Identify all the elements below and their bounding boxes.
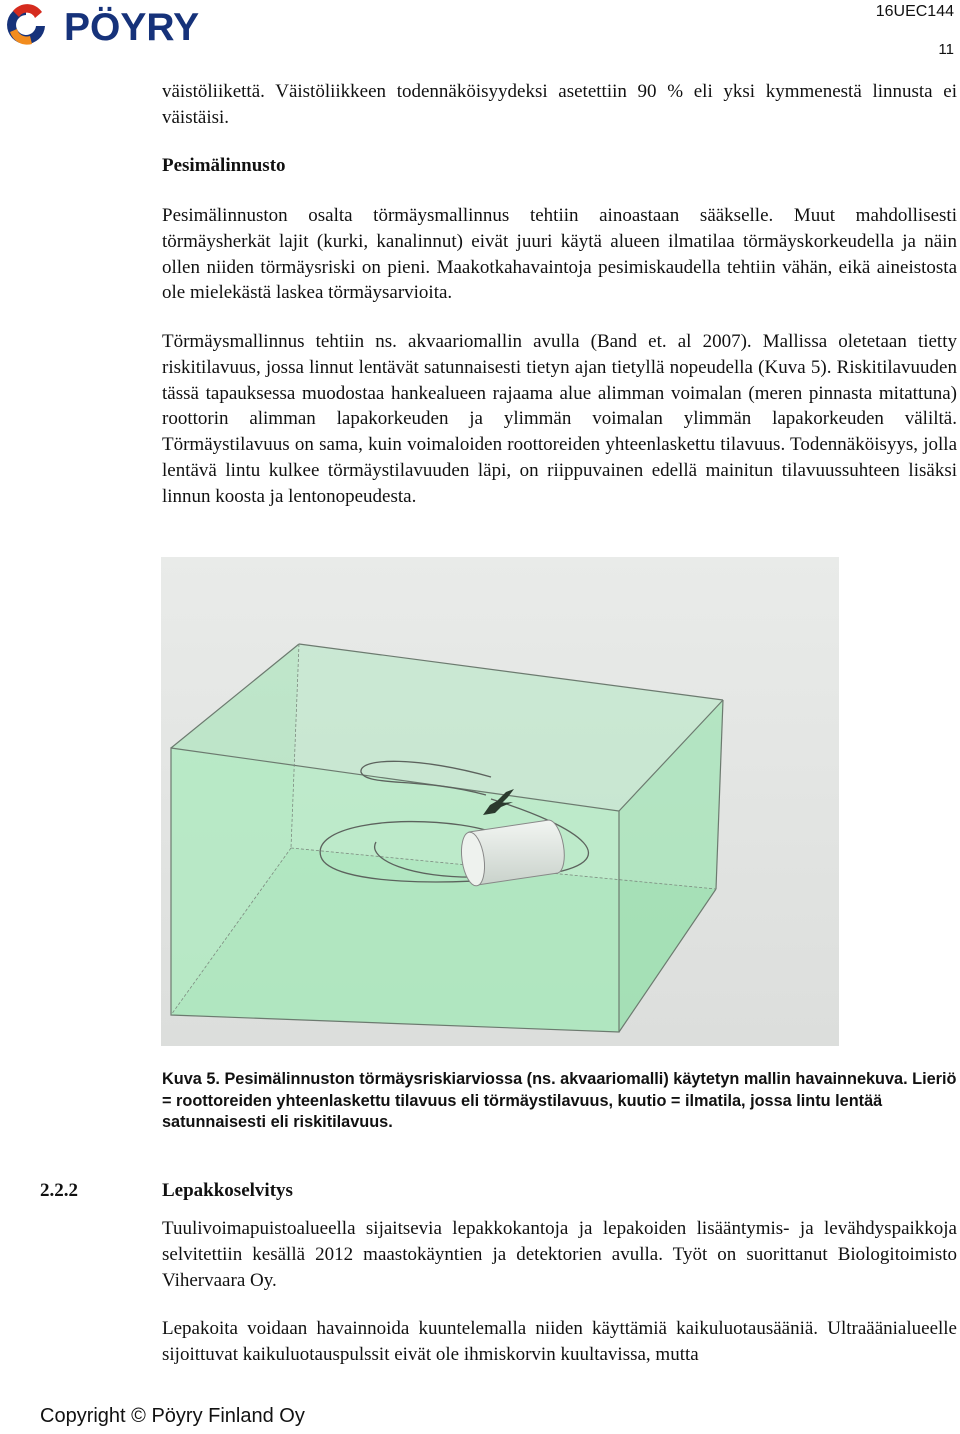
aquarium-model-figure <box>161 557 839 1046</box>
paragraph-lepakko-2: Lepakoita voidaan havainnoida kuuntelemalla niiden käyttämiä kaikuluotausääniä. Ultraäänialueelle sijoittuvat kaikuluotauspulssit eivät ole ihmiskorvin kuultavissa, mutta <box>162 1318 957 1365</box>
poyry-swirl-icon <box>7 4 45 45</box>
paragraph-intro: väistöliikettä. Väistöliikkeen todennäköisyydeksi asetettiin 90 % eli yksi kymmenestä linnusta ei väistäisi. <box>162 81 957 128</box>
section-number: 2.2.2 <box>40 1180 78 1201</box>
paragraph-tormaysmallinnus: Törmäysmallinnus tehtiin ns. akvaariomallin avulla (Band et. al 2007). Mallissa oletetaan tietty riskitilavuus, jossa linnut lentävät satunnaisesti tietyn ajan tietyllä nopeudella (Kuva 5). Riskitilavuuden tässä tapauksessa muodostaa hankealueen rajaama alue alimman voimalan (meren pinnasta mitattuna) roottorin alimman lapakorkeuden ja ylimmän voimalan ylimmän lapakorkeuden väliltä. Törmäystilavuus on sama, kuin voimaloiden roottoreiden yhteenlaskettu tilavuus. Todennäköisyys, jolla lentävä lintu kulkee törmäystilavuuden läpi, on riippuvainen edellä mainitun tilavuussuhteen lisäksi linnun koosta ja lentonopeudesta. <box>162 331 957 507</box>
logo-wordmark: PÖYRY <box>64 6 200 48</box>
heading-pesimalinnusto: Pesimälinnusto <box>162 155 286 176</box>
section-title: Lepakkoselvitys <box>162 1180 293 1201</box>
paragraph-lepakko-1: Tuulivoimapuistoalueella sijaitsevia lepakkokantoja ja lepakoiden lisääntymis- ja levähdyspaikkoja selvitettiin kesällä 2012 maastokäyntien ja detektorien avulla. Työt on suorittanut Biologitoimisto Vihervaara Oy. <box>162 1218 957 1291</box>
copyright-footer: Copyright © Pöyry Finland Oy <box>40 1405 305 1427</box>
page-number: 11 <box>938 41 954 58</box>
paragraph-pesimalinnusto: Pesimälinnuston osalta törmäysmallinnus tehtiin ainoastaan sääkselle. Muut mahdollisesti törmäysherkät lajit (kurki, kanalinnut) eivät juuri käytä alueen ilmatilaa törmäyskorkeudella ja näin ollen niiden törmäysriski on pieni. Maakotkahavaintoja pesimiskaudella tehtiin vähän, eikä aineistosta ole mielekästä laskea törmäysarvioita. <box>162 205 957 304</box>
document-id: 16UEC144 <box>875 3 954 20</box>
risk-volume-cube <box>171 644 723 1032</box>
figure-caption: Kuva 5. Pesimälinnuston törmäysriskiarviossa (ns. akvaariomalli) käytetyn mallin havainnekuva. Lieriö = roottoreiden yhteenlaskettu tilavuus eli törmäystilavuus, kuutio = ilmatila, jossa lintu lentää satunnaisesti eli riskitilavuus. <box>162 1070 957 1131</box>
poyry-logo <box>4 2 248 48</box>
